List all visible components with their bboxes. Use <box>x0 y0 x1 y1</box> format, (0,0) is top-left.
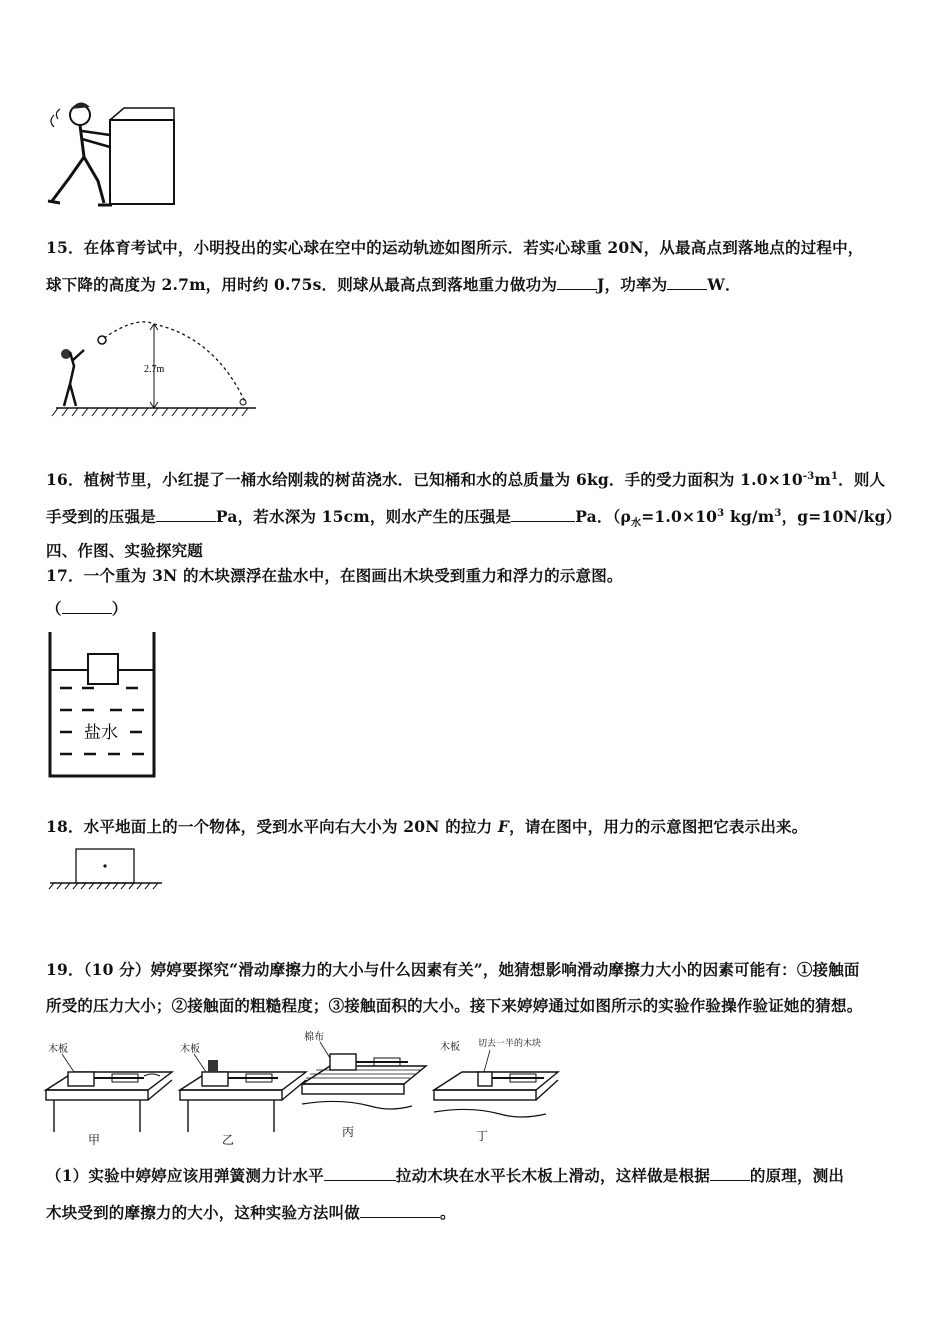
ground-block-figure <box>46 846 166 892</box>
q16-blank-water-pressure[interactable] <box>511 507 575 522</box>
q19-blank-motion[interactable] <box>324 1166 396 1181</box>
ball-trajectory-figure <box>46 312 260 420</box>
panel-jia <box>46 1042 172 1147</box>
svg-text:木板: 木板 <box>440 1042 460 1053</box>
q16-line2: 手受到的压强是 Pa，若水深为 15cm，则水产生的压强是 Pa．（$\rho_水=1.0\times 10^3$ $kg/m^3$，g=10N/kg） <box>46 507 902 530</box>
q17-answer: （ ） <box>46 599 128 618</box>
q16-line1: 16．植树节里，小红提了一桶水给刚栽的树苗浇水．已知桶和水的总质量为 6kg．手的受力面积为 $1.0\times 10^{-3}m^1$．则人 <box>46 470 886 489</box>
svg-text:切去一半的木块: 切去一半的木块 <box>478 1039 542 1049</box>
q15-line2: 球下降的高度为 2.7m，用时约 0.75s．则球从最高点到落地重力做功为 J，功率为 W． <box>46 275 741 294</box>
saltwater-container-figure <box>46 630 158 780</box>
svg-text:丁: 丁 <box>476 1129 489 1143</box>
q19-blank-principle[interactable] <box>710 1166 750 1181</box>
section-heading: 四、作图、实验探究题 <box>46 541 204 560</box>
friction-experiment-figures <box>40 1028 570 1150</box>
push-box-figure <box>40 95 180 210</box>
q15-blank-work[interactable] <box>557 275 597 290</box>
q19-sub1-line2: 木块受到的摩擦力的大小，这种实验方法叫做 。 <box>46 1203 456 1222</box>
q19-blank-method[interactable] <box>360 1203 440 1218</box>
svg-text:丙: 丙 <box>342 1125 355 1139</box>
q16-blank-hand-pressure[interactable] <box>156 507 216 522</box>
panel-bing <box>302 1030 426 1139</box>
q17-blank[interactable] <box>62 599 112 614</box>
q18-line1: 18．水平地面上的一个物体，受到水平向右大小为 20N 的拉力 F，请在图中，用力的示意图把它表示出来。 <box>46 817 808 836</box>
svg-text:甲: 甲 <box>88 1133 101 1147</box>
saltwater-label: 盐水 <box>84 723 118 743</box>
q15-line1: 15．在体育考试中，小明投出的实心球在空中的运动轨迹如图所示．若实心球重 20N，从最高点到落地点的过程中， <box>46 238 864 257</box>
q15-blank-power[interactable] <box>667 275 707 290</box>
q19-line2: 所受的压力大小；②接触面的粗糙程度；③接触面积的大小。接下来婷婷通过如图所示的实验作验操作验证她的猜想。 <box>46 996 863 1015</box>
height-label: 2.7m <box>144 364 165 375</box>
svg-text:棉布: 棉布 <box>304 1032 324 1043</box>
q19-line1: 19．（10 分）婷婷要探究“滑动摩擦力的大小与什么因素有关”，她猜想影响滑动摩擦力大小的因素可能有：①接触面 <box>46 960 860 979</box>
svg-text:木板: 木板 <box>180 1044 200 1055</box>
panel-yi <box>180 1042 306 1147</box>
svg-text:木板: 木板 <box>48 1044 68 1055</box>
q17-line1: 17．一个重为 3N 的木块漂浮在盐水中，在图画出木块受到重力和浮力的示意图。 <box>46 566 623 585</box>
q19-sub1-line1: （1）实验中婷婷应该用弹簧测力计水平 拉动木块在水平长木板上滑动，这样做是根据 的原理，测出 <box>46 1166 845 1185</box>
svg-text:乙: 乙 <box>222 1133 235 1147</box>
panel-ding <box>434 1037 558 1143</box>
